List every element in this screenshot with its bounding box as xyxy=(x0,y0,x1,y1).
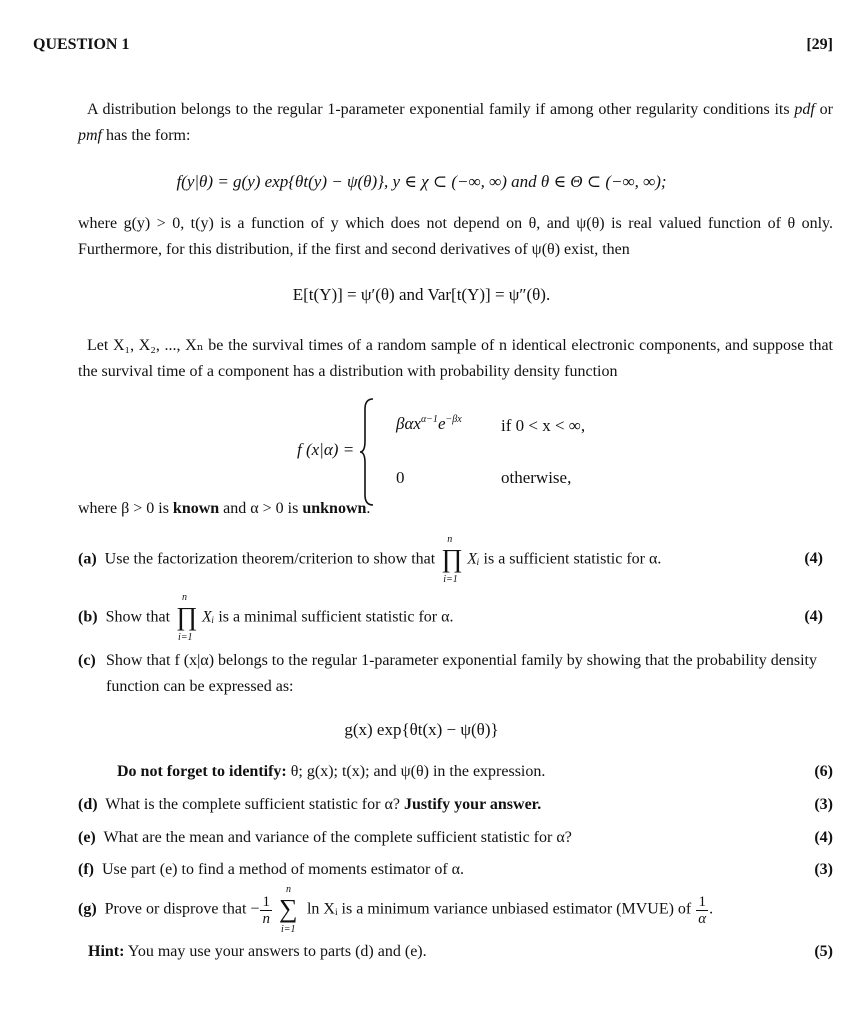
sum-symbol: ∑ xyxy=(278,894,298,923)
prod-upper-limit: n xyxy=(182,592,188,603)
sum-upper-limit: n xyxy=(285,884,291,895)
xi-term: Xᵢ xyxy=(467,550,480,568)
case1-base: βαx xyxy=(396,414,421,433)
question-d-marks: (3) xyxy=(814,796,833,813)
xi-term: Xᵢ xyxy=(202,608,215,626)
prod-lower-limit: i=1 xyxy=(443,574,458,585)
question-c-marks: (6) xyxy=(814,763,833,780)
question-e-text: What are the mean and variance of the complete sufficient statistic for α? xyxy=(103,829,572,846)
known-bold: known xyxy=(172,500,220,517)
question-d xyxy=(78,796,833,814)
prod-upper-limit: n xyxy=(447,534,453,545)
known-text-a: where β > 0 is xyxy=(78,500,173,517)
total-marks: [29] xyxy=(806,36,833,53)
intro-text-b: has the form: xyxy=(102,127,191,144)
or-term: or xyxy=(814,101,834,118)
question-c xyxy=(78,648,833,700)
pdf-case-1-cond: if 0 < x < ∞, xyxy=(501,416,586,435)
pmf-term: pmf xyxy=(78,127,102,144)
case1-e: e xyxy=(437,414,446,433)
hint-text: You may use your answers to parts (d) and (e). xyxy=(124,943,427,960)
intro-text-a: A distribution belongs to the regular 1-parameter exponential family if among other regularity conditions its xyxy=(87,101,795,118)
question-f-text: Use part (e) to find a method of moments estimator of α. xyxy=(101,861,465,878)
question-a-label: (a) xyxy=(78,550,97,568)
question-a xyxy=(78,534,833,585)
hint-line xyxy=(88,943,833,961)
question-title: QUESTION 1 xyxy=(33,36,130,53)
question-g-label: (g) xyxy=(78,900,97,918)
question-g-marks: (5) xyxy=(814,943,833,960)
question-g-period: . xyxy=(709,900,714,918)
pdf-case-1-expr xyxy=(396,414,462,434)
unknown-bold: unknown xyxy=(302,500,367,517)
prod-symbol: ∏ xyxy=(441,544,463,573)
pdf-term: pdf xyxy=(794,101,815,118)
question-b-text-1: Show that xyxy=(105,608,171,626)
sum-lower-limit: i=1 xyxy=(280,924,296,935)
frac2-den: α xyxy=(698,910,707,927)
question-e-marks: (4) xyxy=(814,829,833,846)
exp-family-equation: f(y|θ) = g(y) exp{θt(y) − ψ(θ)}, y ∈ χ ⊂ (−∞, ∞) and θ ∈ Θ ⊂ (−∞, ∞); xyxy=(176,172,667,191)
question-c-identify xyxy=(117,763,833,781)
question-d-bold: Justify your answer. xyxy=(403,796,542,813)
product-operator xyxy=(441,534,463,585)
moments-equation: E[t(Y)] = ψ′(θ) and Var[t(Y)] = ψ″(θ). xyxy=(292,285,551,304)
question-g-text-2: ln Xᵢ is a minimum variance unbiased estimator (MVUE) of xyxy=(306,900,692,918)
pdf-lhs: f (x|α) = xyxy=(297,440,355,459)
question-a-marks: (4) xyxy=(804,550,823,567)
intro-paragraph-3: Let X₁, X₂, ..., Xₙ be the survival times of a random sample of n identical electronic components, and suppose that the survival time of a component has a distribution with probability density function xyxy=(78,337,833,380)
question-e-label: (e) xyxy=(78,829,96,846)
case1-exponent-2: −βx xyxy=(445,414,462,425)
frac2-num: 1 xyxy=(696,894,708,911)
question-a-text-2: is a sufficient statistic for α. xyxy=(483,550,662,568)
frac-den: n xyxy=(262,910,270,927)
product-operator xyxy=(176,592,198,643)
question-f xyxy=(78,861,833,879)
question-e xyxy=(78,829,833,847)
known-unknown-line xyxy=(78,500,833,518)
sum-operator xyxy=(278,884,301,935)
question-b-text-2: is a minimal sufficient statistic for α. xyxy=(218,608,454,626)
question-c-equation: g(x) exp{θt(x) − ψ(θ)} xyxy=(344,720,499,739)
hint-bold: Hint: xyxy=(88,943,125,960)
known-text-c: . xyxy=(366,500,371,517)
question-b-marks: (4) xyxy=(804,608,823,625)
intro-paragraph-1 xyxy=(78,97,833,149)
prod-lower-limit: i=1 xyxy=(178,632,193,643)
left-brace xyxy=(359,397,375,507)
question-c-label: (c) xyxy=(78,652,96,669)
identify-rest: θ; g(x); t(x); and ψ(θ) in the expression. xyxy=(286,763,546,780)
question-b xyxy=(78,592,833,643)
question-d-text: What is the complete sufficient statistic for α? xyxy=(105,796,404,813)
intro-paragraph-2: where g(y) > 0, t(y) is a function of y which does not depend on θ, and ψ(θ) is real valued function of θ only. Furthermore, for this distribution, if the first and second derivatives of ψ(θ) exist, then xyxy=(78,215,833,258)
question-c-text: Show that f (x|α) belongs to the regular 1-parameter exponential family by showing that the probability density function can be expressed as: xyxy=(106,652,817,695)
question-f-label: (f) xyxy=(78,861,94,878)
question-g xyxy=(78,884,833,935)
question-a-text-1: Use the factorization theorem/criterion to show that xyxy=(104,550,436,568)
pdf-case-2-expr: 0 xyxy=(396,468,405,487)
one-over-n-fraction xyxy=(260,894,272,927)
prod-symbol: ∏ xyxy=(176,602,198,631)
question-b-label: (b) xyxy=(78,608,98,626)
one-over-alpha-fraction xyxy=(696,894,708,927)
question-d-label: (d) xyxy=(78,796,98,813)
frac-num: 1 xyxy=(262,893,270,910)
case1-exponent-1: α−1 xyxy=(420,414,438,425)
pdf-case-2-cond: otherwise, xyxy=(501,468,572,487)
question-c-body xyxy=(78,648,833,700)
question-g-text-1: Prove or disprove that − xyxy=(104,900,260,918)
question-f-marks: (3) xyxy=(814,861,833,878)
known-text-b: and α > 0 is xyxy=(219,500,303,517)
identify-bold: Do not forget to identify: xyxy=(117,763,287,780)
